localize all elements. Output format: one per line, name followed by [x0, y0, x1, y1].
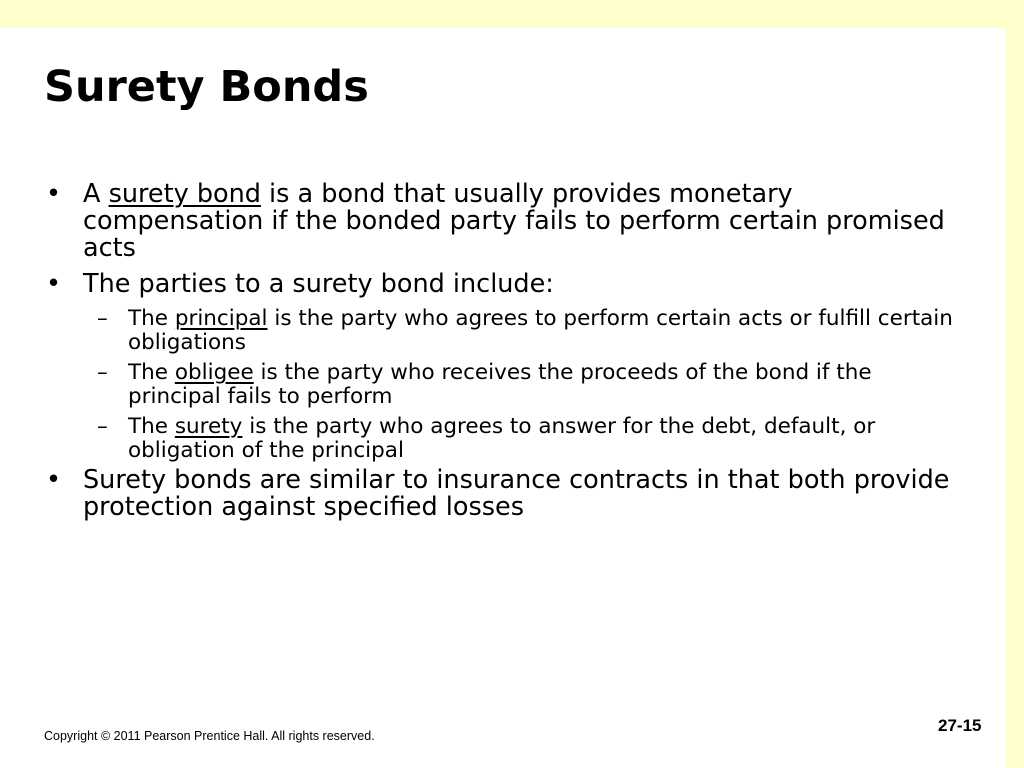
- sub-bullet-prefix: The: [128, 414, 175, 439]
- sub-bullet-prefix: The: [128, 306, 175, 331]
- bullet-text-prefix: A: [83, 179, 109, 209]
- bullet-text: Surety bonds are similar to insurance contracts in that both provide protection against specified losses: [83, 465, 950, 522]
- sub-bullet-obligee: [46, 361, 961, 409]
- sub-bullet-suffix: is the party who agrees to perform certain acts or fulfill certain obligations: [128, 306, 953, 355]
- sub-bullet-glyph: –: [97, 360, 108, 385]
- bullet-glyph: •: [46, 269, 62, 299]
- sub-bullet-suffix: is the party who agrees to answer for the debt, default, or obligation of the principal: [128, 414, 876, 463]
- bullet-glyph: •: [46, 179, 62, 209]
- sub-bullet-surety: [46, 415, 961, 463]
- sub-bullet-suffix: is the party who receives the proceeds of the bond if the principal fails to perform: [128, 360, 872, 409]
- footer-copyright: Copyright © 2011 Pearson Prentice Hall. All rights reserved.: [44, 729, 375, 743]
- bullet-parties: [46, 271, 961, 298]
- term-surety: surety: [174, 414, 243, 439]
- slide-content: [46, 181, 961, 530]
- term-surety-bond: surety bond: [108, 179, 261, 209]
- sub-bullet-glyph: –: [97, 306, 108, 331]
- sub-bullet-prefix: The: [128, 360, 175, 385]
- bullet-text-suffix: is a bond that usually provides monetary compensation if the bonded party fails to perform certain promised acts: [83, 179, 945, 263]
- sub-bullet-glyph: –: [97, 414, 108, 439]
- page-number: 27-15: [938, 716, 982, 735]
- term-obligee: obligee: [174, 360, 254, 385]
- sub-bullet-principal: [46, 307, 961, 355]
- term-principal: principal: [174, 306, 268, 331]
- slide-title: Surety Bonds: [44, 62, 369, 112]
- bullet-surety-bond-definition: [46, 181, 961, 262]
- bullet-text: The parties to a surety bond include:: [83, 269, 554, 299]
- bullet-glyph: •: [46, 465, 62, 495]
- parties-sub-list: [46, 307, 961, 463]
- bullet-comparison-insurance: [46, 467, 961, 521]
